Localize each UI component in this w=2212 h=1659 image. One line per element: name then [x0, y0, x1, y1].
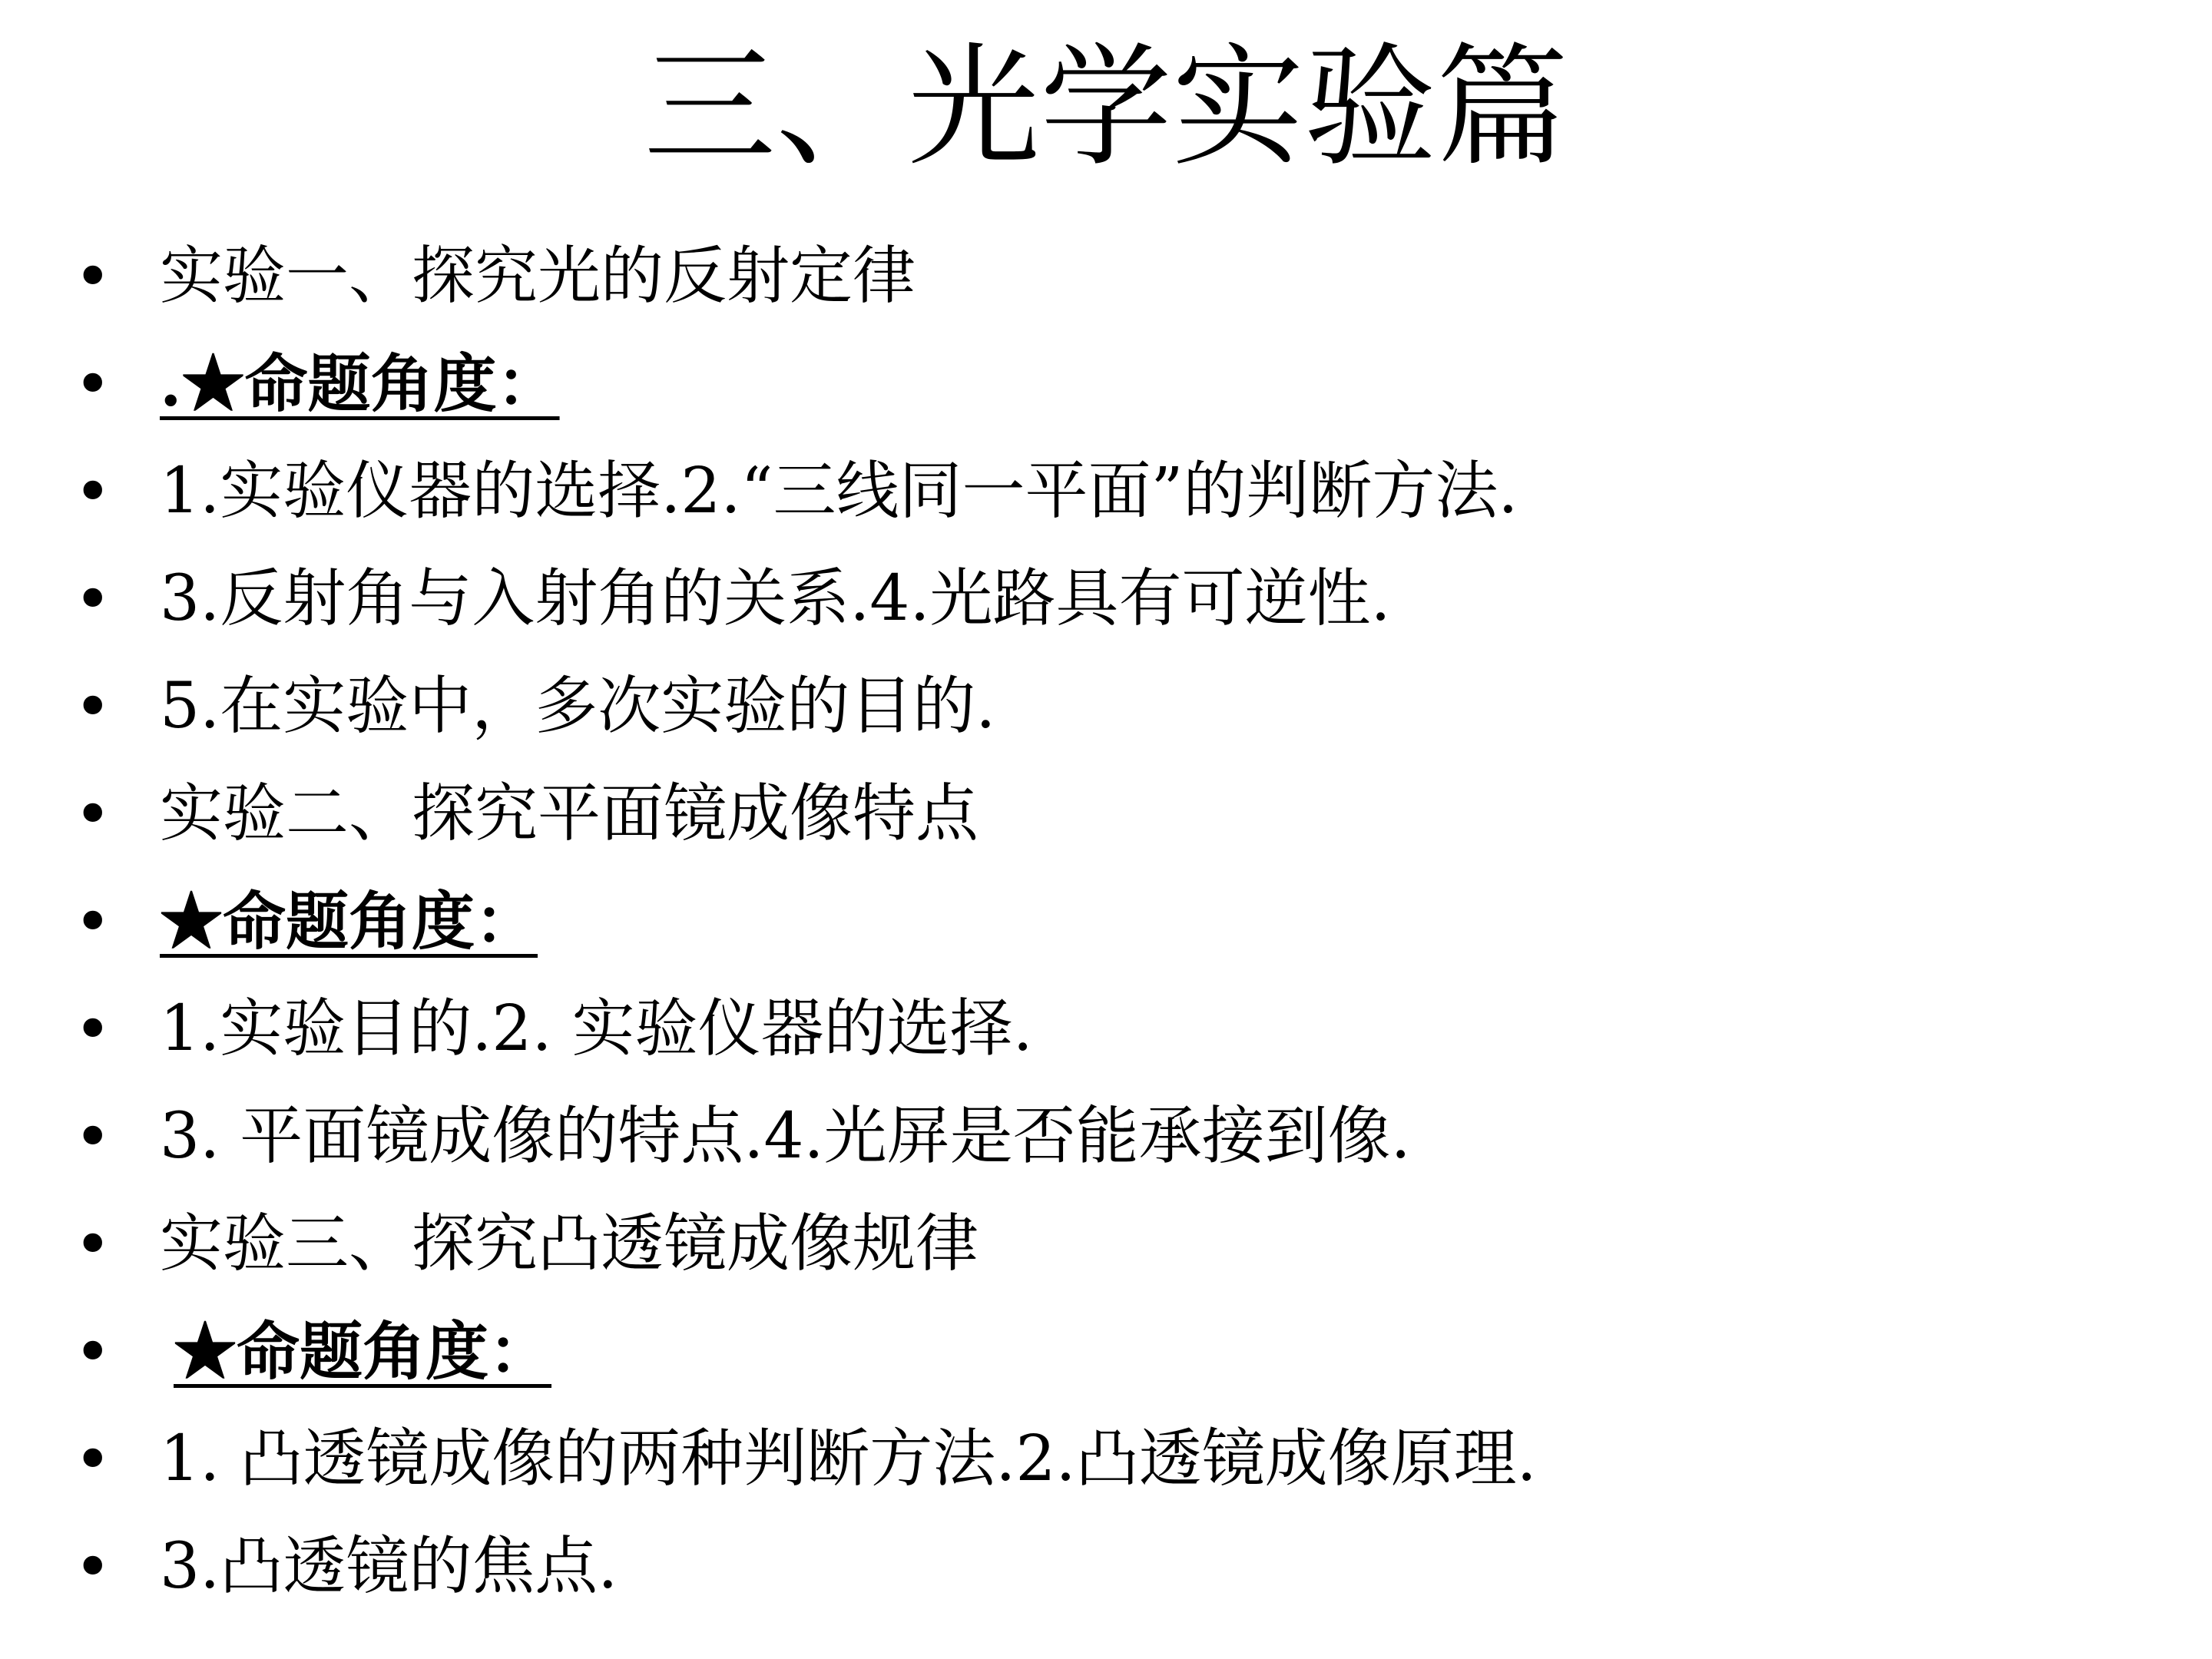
- bullet-icon: •: [74, 1099, 112, 1174]
- list-item-text: 5.在实验中，多次实验的目的.: [160, 670, 996, 743]
- experiment-heading: 实验三、探究凸透镜成像规律: [160, 1207, 979, 1280]
- list-item-text: 3.凸透镜的焦点.: [160, 1530, 618, 1603]
- list-item: [74, 876, 2147, 968]
- experiment-heading: 实验一、探究光的反射定律: [160, 240, 916, 313]
- list-item: [74, 983, 2147, 1075]
- list-item: [74, 1521, 2147, 1613]
- bullet-icon: •: [74, 1207, 112, 1282]
- bullet-icon: •: [74, 239, 112, 314]
- list-item-text: 1.实验目的.2. 实验仪器的选择.: [160, 992, 1033, 1065]
- list-item-text: 1.实验仪器的选择.2.“三线同一平面”的判断方法.: [160, 455, 1518, 528]
- topic-angle-heading: .★命题角度：: [160, 347, 560, 421]
- bullet-icon: •: [74, 992, 112, 1067]
- slide-title: 三、光学实验篇: [644, 30, 1568, 184]
- bullet-list: [74, 230, 2147, 1636]
- bullet-icon: •: [74, 1422, 112, 1497]
- bullet-icon: •: [74, 346, 112, 422]
- topic-angle-heading: ★命题角度：: [160, 885, 538, 959]
- list-item: [74, 661, 2147, 753]
- list-item-text: 3.反射角与入射角的关系.4.光路具有可逆性.: [160, 562, 1391, 635]
- list-item: [74, 1091, 2147, 1183]
- bullet-icon: •: [74, 561, 112, 637]
- list-item-text: 3. 平面镜成像的特点.4.光屏是否能承接到像.: [160, 1100, 1411, 1173]
- list-item: [74, 553, 2147, 645]
- list-item: [74, 768, 2147, 860]
- list-item: [74, 1306, 2147, 1398]
- list-item: [74, 338, 2147, 430]
- experiment-heading: 实验二、探究平面镜成像特点: [160, 777, 979, 850]
- bullet-icon: •: [74, 454, 112, 529]
- list-item: [74, 1413, 2147, 1505]
- list-item-text: 1. 凸透镜成像的两种判断方法.2.凸透镜成像原理.: [160, 1422, 1537, 1495]
- bullet-icon: •: [74, 1529, 112, 1604]
- list-item: [74, 445, 2147, 538]
- list-item: [74, 1198, 2147, 1290]
- list-item: [74, 230, 2147, 323]
- bullet-icon: •: [74, 669, 112, 744]
- bullet-icon: •: [74, 777, 112, 852]
- bullet-icon: •: [74, 1314, 112, 1389]
- topic-angle-heading: ★命题角度：: [174, 1315, 552, 1389]
- bullet-icon: •: [74, 884, 112, 959]
